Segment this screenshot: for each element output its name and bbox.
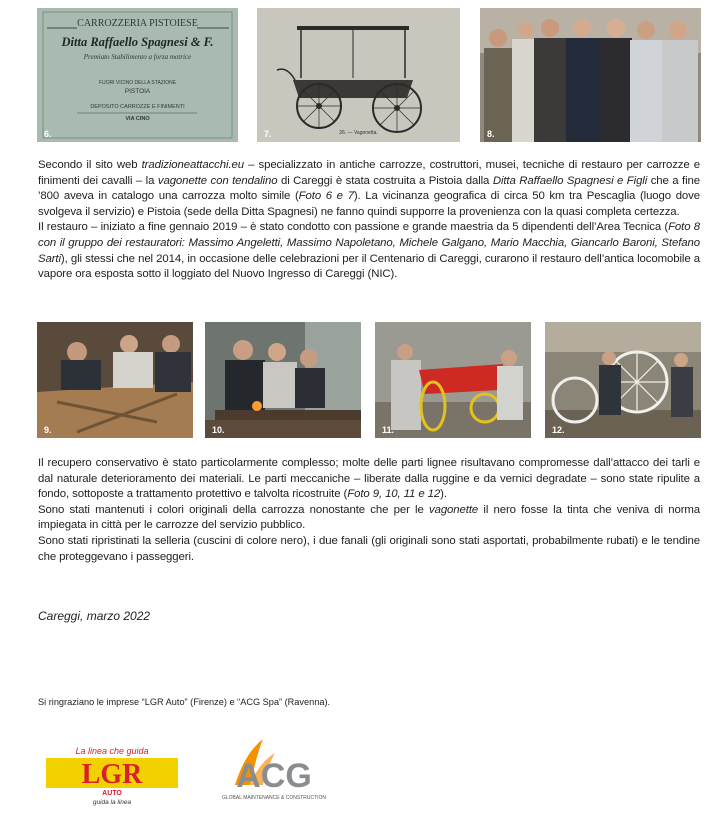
catalogue-caption: 26. — Vagonetta. xyxy=(339,130,378,136)
catalogue-line4: FUORI VICINO DELLA STAZIONE xyxy=(98,80,177,86)
photo-9-woodwork xyxy=(37,322,193,438)
photo-8-restoration-team xyxy=(480,8,701,142)
catalogue-line6: DEPOSITO CARROZZE E FINIMENTI xyxy=(90,104,185,110)
article-text-top xyxy=(38,158,700,283)
paragraph-upholstery: Sono stati ripristinati la selleria (cuscini di colore nero), i due fanali (gli originali sono stati asportati, probabilmente rubati) e le tendine che proteggevano i passeggeri. xyxy=(38,534,700,563)
photo-number: 6. xyxy=(44,129,52,139)
photo-11-red-carriage xyxy=(375,322,531,438)
lgr-sub-text: AUTO xyxy=(102,790,122,797)
catalogue-line5: PISTOIA xyxy=(124,88,151,95)
photo-number: 10. xyxy=(212,425,225,435)
photo-10-metalwork xyxy=(205,322,361,438)
acg-spa-logo xyxy=(205,735,343,803)
lgr-top-text: La linea che guida xyxy=(75,746,149,756)
acg-main-text: ACG xyxy=(236,757,312,795)
lgr-bottom-text: guida la linea xyxy=(92,799,132,806)
catalogue-line2: Ditta Raffaello Spagnesi & F. xyxy=(61,35,214,49)
paragraph-origin: Secondo il sito web tradizioneattacchi.eu – specializzato in antiche carrozze, costruttori, musei, tecniche di restauro per carrozze e finimenti dei cavalli – la vagonette con tendalino di Careggi è stata costruita a Pistoia dalla Ditta Raffaello Spagnesi e Figli che a fine ’800 aveva in catalogo una carrozza molto simile (Foto 6 e 7). La vicinanza geografica di circa 50 km tra Pescaglia (luogo dove svolgeva il servizio) e Pistoia (sede della Ditta Spagnesi) ne fanno quindi supporre la provenienza con la quasi completa certezza. xyxy=(38,159,701,218)
lgr-auto-logo xyxy=(44,740,180,806)
photo-number: 12. xyxy=(552,425,565,435)
article-text-bottom xyxy=(38,456,700,565)
photo-12-wheel-repair xyxy=(545,322,701,438)
signature-date: Careggi, marzo 2022 xyxy=(38,609,151,623)
photo-number: 11. xyxy=(382,425,395,435)
acg-sub-text: GLOBAL MAINTENANCE & CONSTRUCTION xyxy=(222,795,326,801)
photo-number: 9. xyxy=(44,425,52,435)
photo-7-vagonetta-engraving xyxy=(257,8,460,142)
catalogue-line3: Premiato Stabilimento a forza motrice xyxy=(83,53,192,61)
paragraph-recovery: Il recupero conservativo è stato particolarmente complesso; molte delle parti lignee risultavano compromesse dall’attacco dei tarli e dal naturale deterioramento dei materiali. Le parti meccaniche – liberate dalla ruggine e da vernici degradate – sono state ripulite a fondo, sottoposte a trattamento protettivo e talvolta ricostruite (Foto 9, 10, 11 e 12). xyxy=(38,457,700,501)
photo-number: 7. xyxy=(264,129,272,139)
lgr-main-text: LGR xyxy=(81,759,143,790)
photo-6-catalogue-cover xyxy=(37,8,238,142)
acknowledgements: Si ringraziano le imprese “LGR Auto” (Firenze) e “ACG Spa” (Ravenna). xyxy=(38,697,331,707)
catalogue-line1: CARROZZERIA PISTOIESE xyxy=(77,18,198,29)
catalogue-line7: VIA CINO xyxy=(125,116,150,122)
paragraph-colors: Sono stati mantenuti i colori originali della carrozza nonostante che per le vagonette il nero fosse la tinta che veniva di norma impiegata in città per le carrozze del servizio pubblico. xyxy=(38,503,701,532)
photo-number: 8. xyxy=(487,129,495,139)
paragraph-restoration: Il restauro – iniziato a fine gennaio 2019 – è stato condotto con passione e grande maestria da 5 dipendenti dell’Area Tecnica (Foto 8 con il gruppo dei restauratori: Massimo Angeletti, Massimo Napoletano, Michele Galgano, Mario Macchia, Giancarlo Baroni, Stefano Sarti), gli stessi che nel 2014, in occasione delle celebrazioni per il Centenario di Careggi, curarono il restauro dell’antica locomobile a vapore ora esposta sotto il loggiato del Nuovo Ingresso di Careggi (NIC). xyxy=(38,221,700,281)
